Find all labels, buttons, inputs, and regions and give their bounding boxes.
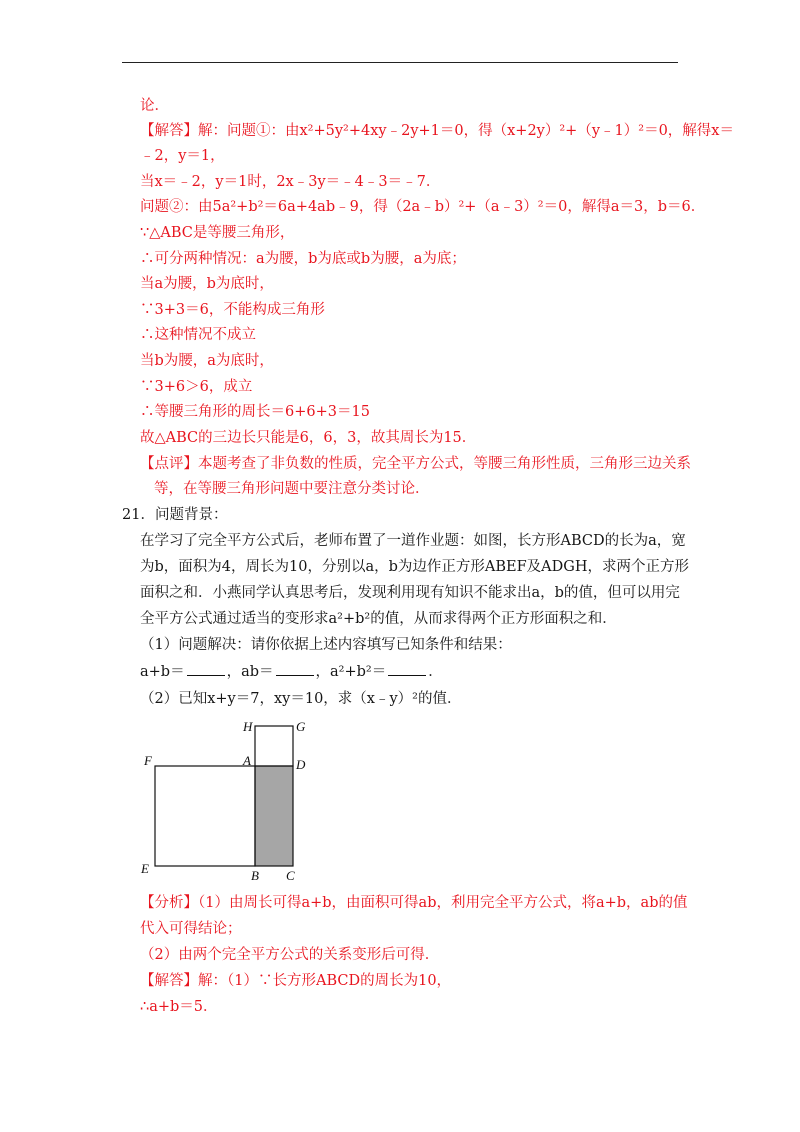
fill-label-end: ． (428, 664, 443, 680)
fill-label-product: ，ab＝ (226, 664, 274, 680)
solution-line: ∵3+3＝6，不能构成三角形 (140, 302, 325, 318)
solution-line: ﹣2，y＝1， (140, 148, 225, 164)
shaded-rectangle-abcd (255, 766, 293, 866)
solution-line: 故△ABC的三边长只能是6，6，3，故其周长为15． (140, 430, 477, 446)
fill-label-sum: a+b＝ (140, 664, 185, 680)
label-e: E (141, 861, 149, 876)
question-text: 全平方公式通过适当的变形求a²+b²的值，从而求得两个正方形面积之和． (140, 611, 617, 627)
question-text: 为b，面积为4，周长为10，分别以a，b为边作正方形ABEF及ADGH，求两个正方形 (140, 559, 689, 575)
fill-label-squares: ，a²+b²＝ (315, 664, 387, 680)
label-c: C (286, 868, 295, 883)
answer-blank-squares[interactable] (388, 661, 426, 676)
rectangle-squares-figure (135, 716, 335, 886)
label-b: B (251, 868, 259, 883)
solution-line: 【解答】解：问题①：由x²+5y²+4xy﹣2y+1＝0，得（x+2y）²+（y﹣1）²＝0，解得x＝ (140, 123, 734, 139)
label-h: H (243, 719, 253, 734)
solution-line: 论． (140, 98, 169, 114)
subquestion-1: （1）问题解决：请你依据上述内容填写已知条件和结果： (140, 637, 512, 653)
question-text: 在学习了完全平方公式后，老师布置了一道作业题：如图，长方形ABCD的长为a，宽 (140, 533, 686, 549)
subquestion-2: （2）已知x+y＝7，xy＝10，求（x﹣y）²的值． (140, 691, 462, 707)
solution-line: ∴等腰三角形的周长＝6+6+3＝15 (140, 404, 370, 420)
analysis-line: 代入可得结论； (140, 921, 242, 937)
analysis-line: （2）由两个完全平方公式的关系变形后可得． (140, 947, 440, 963)
solution-line: 问题②：由5a²+b²＝6a+4ab﹣9，得（2a﹣b）²+（a﹣3）²＝0，解得a＝3，b＝6． (140, 199, 706, 215)
answer-line: 【解答】解：（1）∵长方形ABCD的周长为10， (140, 973, 452, 989)
analysis-line: 【分析】（1）由周长可得a+b，由面积可得ab，利用完全平方公式，将a+b，ab的值 (140, 895, 688, 911)
comment-line: 等，在等腰三角形问题中要注意分类讨论． (154, 481, 430, 497)
question-title: 21．问题背景： (122, 507, 228, 523)
answer-blank-product[interactable] (276, 661, 314, 676)
label-g: G (296, 719, 306, 734)
label-f: F (144, 753, 152, 768)
solution-line: 当x＝﹣2，y＝1时，2x﹣3y＝﹣4﹣3＝﹣7． (140, 174, 441, 190)
label-d: D (296, 757, 306, 772)
solution-line: ∴这种情况不成立 (140, 327, 256, 343)
fill-in-line (140, 661, 443, 682)
question-text: 面积之和．小燕同学认真思考后，发现利用现有知识不能求出a，b的值，但可以用完 (140, 585, 680, 601)
square-adgh (255, 726, 293, 766)
solution-line: ∵△ABC是等腰三角形， (140, 225, 295, 241)
answer-blank-sum[interactable] (187, 661, 225, 676)
label-a: A (243, 753, 251, 768)
answer-line: ∴a+b＝5． (140, 999, 218, 1015)
solution-line: ∴可分两种情况：a为腰，b为底或b为腰，a为底； (140, 251, 466, 267)
solution-line: 当a为腰，b为底时， (140, 276, 274, 292)
header-rule (122, 62, 678, 63)
comment-line: 【点评】本题考查了非负数的性质，完全平方公式，等腰三角形性质，三角形三边关系 (140, 456, 691, 472)
solution-line: ∵3+6＞6，成立 (140, 379, 253, 395)
square-abef (155, 766, 255, 866)
solution-line: 当b为腰，a为底时， (140, 353, 274, 369)
